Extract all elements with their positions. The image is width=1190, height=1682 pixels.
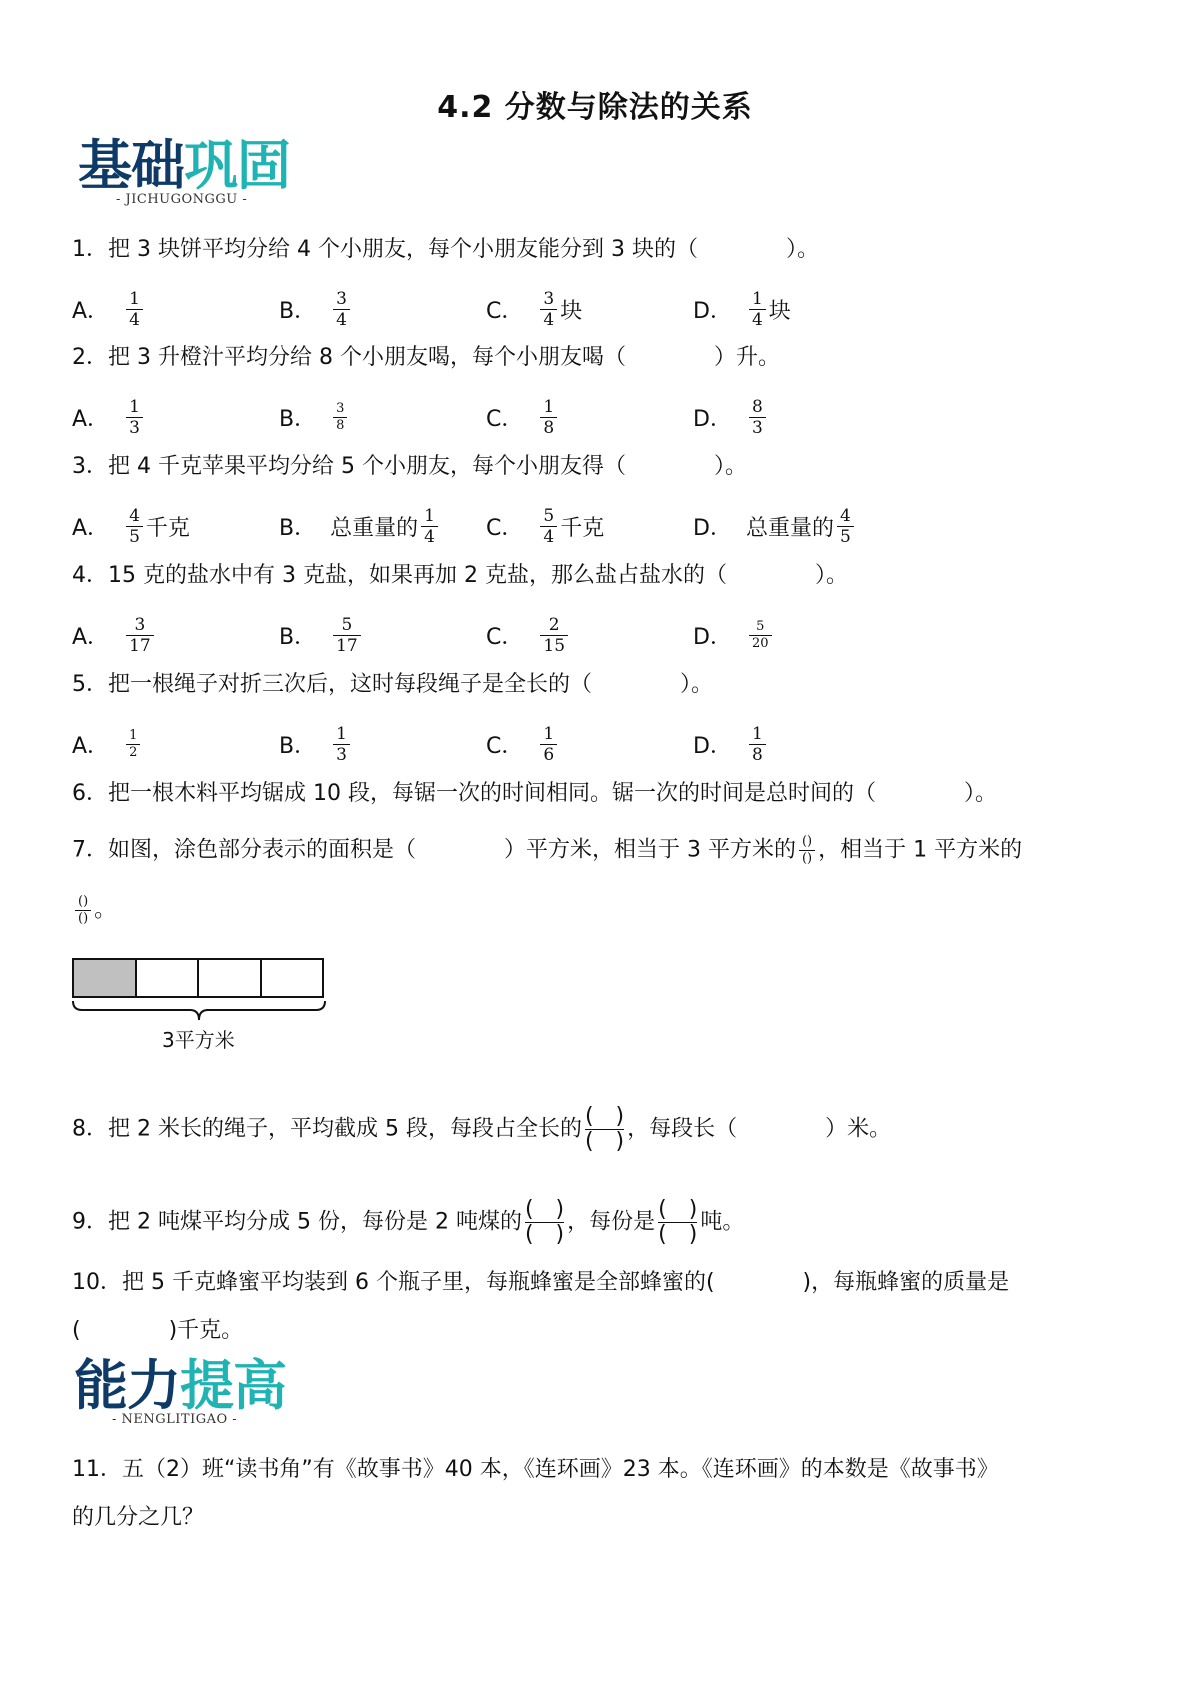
option-a[interactable]: A． $\frac{3}{17}$ bbox=[72, 608, 157, 662]
banner-dark-text: 能力 bbox=[74, 1354, 180, 1417]
option-a[interactable]: A． $\frac{1}{2}$ bbox=[72, 717, 143, 771]
fraction-blank[interactable]: ( ) ( ) bbox=[524, 1197, 565, 1247]
question-10: 10．把 5 千克蜂蜜平均装到 6 个瓶子里，每瓶蜂蜜是全部蜂蜜的( )，每瓶蜂蜜的质量是 bbox=[72, 1270, 1010, 1295]
option-c[interactable]: C． $\frac{1}{8}$ bbox=[486, 390, 560, 444]
option-c[interactable]: C． $\frac{1}{6}$ bbox=[486, 717, 560, 771]
option-a[interactable]: A． $\frac{4}{5}$ 千克 bbox=[72, 505, 190, 547]
option-b[interactable]: B． $\frac{3}{4}$ bbox=[279, 282, 353, 336]
question-1-options bbox=[72, 282, 1072, 336]
area-diagram bbox=[72, 958, 326, 1052]
empty-cell bbox=[262, 960, 323, 996]
question-4: 4．15 克的盐水中有 3 克盐，如果再加 2 克盐，那么盐占盐水的（ ）。 bbox=[72, 563, 848, 588]
question-9: 9．把 2 吨煤平均分成 5 份，每份是 2 吨煤的 ( ) ( ) ，每份是 ( ) ( ) 吨。 bbox=[72, 1197, 745, 1247]
question-1: 1．把 3 块饼平均分给 4 个小朋友，每个小朋友能分到 3 块的（ ）。 bbox=[72, 237, 819, 262]
option-d[interactable]: D． $\frac{5}{20}$ bbox=[693, 608, 775, 662]
fraction-blank[interactable]: ( ) ( ) bbox=[658, 1197, 698, 1247]
question-5-options bbox=[72, 717, 1072, 771]
question-10-cont: ( )千克。 bbox=[72, 1318, 244, 1343]
banner-subtitle: - NENGLITIGAO - bbox=[112, 1412, 238, 1427]
banner-subtitle: - JICHUGONGGU - bbox=[116, 192, 248, 207]
shaded-cell bbox=[74, 960, 137, 996]
brace-icon bbox=[72, 1000, 326, 1022]
question-7: 7．如图，涂色部分表示的面积是（ ）平方米，相当于 3 平方米的 $\frac{()}{()}$ ，相当于 1 平方米的 bbox=[72, 834, 1023, 866]
banner-teal-text: 巩固 bbox=[184, 134, 290, 197]
diagram-label: 3平方米 bbox=[162, 1028, 235, 1052]
option-d[interactable]: D． $\frac{8}{3}$ bbox=[693, 390, 769, 444]
option-b[interactable]: B． $\frac{1}{3}$ bbox=[279, 717, 353, 771]
question-6: 6．把一根木料平均锯成 10 段，每锯一次的时间相同。锯一次的时间是总时间的（ ）。 bbox=[72, 781, 997, 806]
page-title: 4.2 分数与除法的关系 bbox=[437, 90, 753, 125]
option-b[interactable]: B． $\frac{5}{17}$ bbox=[279, 608, 364, 662]
option-a[interactable]: A． $\frac{1}{4}$ bbox=[72, 282, 146, 336]
question-11-cont: 的几分之几？ bbox=[72, 1505, 205, 1530]
option-b[interactable]: B． 总重量的 $\frac{1}{4}$ bbox=[279, 499, 441, 553]
banner-teal-text: 提高 bbox=[180, 1354, 286, 1417]
question-11: 11．五（2）班“读书角”有《故事书》40 本，《连环画》23 本。《连环画》的本数是《故事书》 bbox=[72, 1457, 999, 1482]
option-b[interactable]: B． $\frac{3}{8}$ bbox=[279, 390, 350, 444]
banner-dark-text: 基础 bbox=[78, 134, 184, 197]
section-banner-basic bbox=[78, 136, 290, 207]
section-banner-advanced bbox=[74, 1356, 286, 1427]
fraction-blank[interactable]: $\frac{()}{()}$ bbox=[799, 834, 815, 867]
empty-cell bbox=[199, 960, 262, 996]
question-2-options bbox=[72, 390, 1072, 444]
fraction-blank[interactable]: ( ) ( ) bbox=[584, 1104, 625, 1154]
question-3: 3．把 4 千克苹果平均分给 5 个小朋友，每个小朋友得（ ）。 bbox=[72, 454, 747, 479]
option-d[interactable]: D． 总重量的 $\frac{4}{5}$ bbox=[693, 499, 857, 553]
question-3-options bbox=[72, 499, 1072, 553]
question-4-options bbox=[72, 608, 1072, 662]
option-d[interactable]: D． $\frac{1}{4}$ 块 bbox=[693, 288, 791, 330]
empty-cell bbox=[137, 960, 200, 996]
option-c[interactable]: C． $\frac{5}{4}$ 千克 bbox=[486, 505, 605, 547]
option-d[interactable]: D． $\frac{1}{8}$ bbox=[693, 717, 769, 771]
option-c[interactable]: C． $\frac{3}{4}$ 块 bbox=[486, 288, 583, 330]
fraction-blank[interactable]: $\frac{()}{()}$ bbox=[75, 894, 91, 927]
question-7-cont: $\frac{()}{()}$ 。 bbox=[72, 894, 116, 927]
question-2: 2．把 3 升橙汁平均分给 8 个小朋友喝，每个小朋友喝（ ）升。 bbox=[72, 345, 780, 370]
question-5: 5．把一根绳子对折三次后，这时每段绳子是全长的（ ）。 bbox=[72, 672, 713, 697]
question-8: 8．把 2 米长的绳子，平均截成 5 段，每段占全长的 ( ) ( ) ，每段长（ ）米。 bbox=[72, 1104, 892, 1154]
area-bar bbox=[72, 958, 324, 998]
option-c[interactable]: C． $\frac{2}{15}$ bbox=[486, 608, 571, 662]
option-a[interactable]: A． $\frac{1}{3}$ bbox=[72, 390, 146, 444]
